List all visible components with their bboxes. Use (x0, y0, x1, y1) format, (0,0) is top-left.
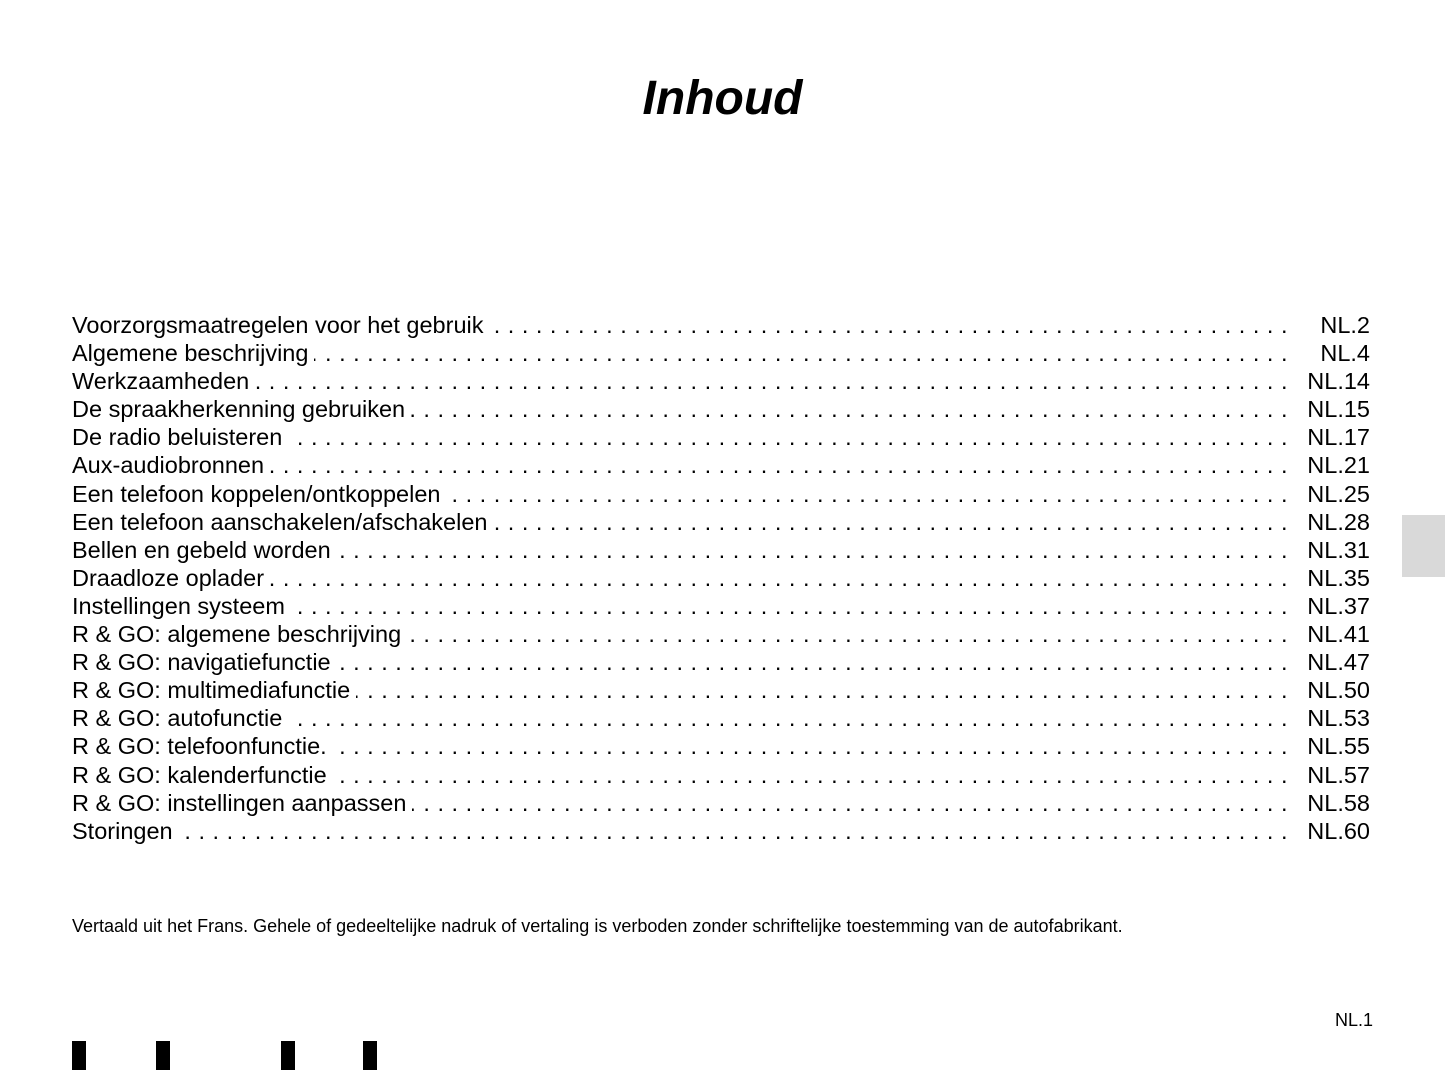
print-registration-mark (363, 1041, 377, 1070)
toc-entry-label: Een telefoon aanschakelen/afschakelen (72, 508, 488, 535)
toc-entry-label: R & GO: telefoonfunctie. (72, 733, 327, 760)
print-registration-mark (281, 1041, 295, 1070)
toc-leader-dots (288, 423, 1288, 451)
toc-entry-label: R & GO: navigatiefunctie (72, 649, 331, 676)
toc-entry-page: NL.41 (1307, 621, 1370, 648)
toc-entry[interactable] (72, 480, 1370, 508)
toc-entry-page: NL.14 (1307, 368, 1370, 395)
toc-entry-page: NL.50 (1307, 677, 1370, 704)
toc-entry[interactable] (72, 761, 1370, 789)
toc-entry-page: NL.25 (1307, 480, 1370, 507)
toc-entry-page: NL.58 (1307, 789, 1370, 816)
print-registration-mark (156, 1041, 170, 1070)
toc-entry-label: Werkzaamheden (72, 368, 250, 395)
toc-leader-dots (314, 339, 1288, 367)
toc-entry-label: R & GO: kalenderfunctie (72, 761, 327, 788)
toc-entry-page: NL.57 (1307, 761, 1370, 788)
toc-entry-label: R & GO: autofunctie (72, 705, 283, 732)
toc-entry[interactable] (72, 817, 1370, 845)
page-number: NL.1 (1334, 1010, 1373, 1030)
toc-leader-dots (255, 367, 1288, 395)
toc-entry-page: NL.21 (1307, 452, 1370, 479)
toc-entry-label: Voorzorgsmaatregelen voor het gebruik (72, 312, 484, 338)
toc-entry-label: Storingen (72, 817, 173, 844)
toc-entry[interactable] (72, 508, 1370, 536)
toc-entry[interactable] (72, 339, 1370, 367)
toc-entry-label: Een telefoon koppelen/ontkoppelen (72, 480, 441, 507)
toc-leader-dots (490, 311, 1289, 339)
toc-leader-dots (333, 761, 1288, 789)
toc-entry-label: De spraakherkenning gebruiken (72, 396, 406, 423)
toc-entry[interactable] (72, 395, 1370, 423)
toc-entry[interactable] (72, 732, 1370, 760)
toc-entry[interactable] (72, 564, 1370, 592)
page-title: Inhoud (642, 72, 803, 125)
toc-entry-page: NL.55 (1307, 733, 1370, 760)
toc-leader-dots (288, 704, 1288, 732)
toc-entry-page: NL.37 (1307, 592, 1370, 619)
toc-entry-page: NL.17 (1307, 424, 1370, 451)
toc-entry-page: NL.35 (1307, 564, 1370, 591)
toc-entry[interactable] (72, 620, 1370, 648)
toc-entry-page: NL.60 (1307, 817, 1370, 844)
toc-leader-dots (337, 648, 1288, 676)
toc-leader-dots (291, 592, 1288, 620)
toc-entry[interactable] (72, 648, 1370, 676)
toc-entry[interactable] (72, 676, 1370, 704)
toc-leader-dots (179, 817, 1288, 845)
toc-entry-label: De radio beluisteren (72, 424, 283, 451)
toc-entry[interactable] (72, 451, 1370, 479)
toc-entry-label: Draadloze oplader (72, 564, 265, 591)
toc-leader-dots (412, 789, 1288, 817)
toc-entry[interactable] (72, 536, 1370, 564)
toc-entry-page: NL.28 (1307, 508, 1370, 535)
toc-entry[interactable] (72, 311, 1370, 339)
toc-entry[interactable] (72, 423, 1370, 451)
toc-entry[interactable] (72, 592, 1370, 620)
print-registration-mark (72, 1041, 86, 1070)
toc-leader-dots (493, 508, 1288, 536)
toc-entry-page: NL.31 (1307, 536, 1370, 563)
toc-entry-page: NL.4 (1320, 340, 1370, 367)
table-of-contents (72, 311, 1370, 845)
toc-entry-label: Bellen en gebeld worden (72, 536, 331, 563)
toc-entry-page: NL.2 (1320, 312, 1370, 338)
toc-leader-dots (446, 480, 1288, 508)
toc-leader-dots (356, 676, 1288, 704)
toc-entry-label: Aux-audiobronnen (72, 452, 265, 479)
toc-entry-label: R & GO: algemene beschrijving (72, 621, 402, 648)
toc-leader-dots (337, 536, 1288, 564)
toc-leader-dots (270, 564, 1288, 592)
side-thumb-tab (1402, 515, 1445, 577)
toc-entry-page: NL.47 (1307, 649, 1370, 676)
toc-entry[interactable] (72, 367, 1370, 395)
toc-leader-dots (411, 395, 1288, 423)
toc-leader-dots (333, 732, 1288, 760)
toc-entry-page: NL.53 (1307, 705, 1370, 732)
toc-entry-label: R & GO: multimediafunctie (72, 677, 351, 704)
toc-entry[interactable] (72, 704, 1370, 732)
toc-entry[interactable] (72, 789, 1370, 817)
toc-entry-label: Algemene beschrijving (72, 340, 309, 367)
toc-leader-dots (270, 451, 1288, 479)
toc-entry-label: Instellingen systeem (72, 592, 285, 619)
translation-notice: Vertaald uit het Frans. Gehele of gedeeltelijke nadruk of vertaling is verboden zonder schriftelijke toestemming van de autofabrikant. (72, 916, 1123, 936)
toc-entry-label: R & GO: instellingen aanpassen (72, 789, 407, 816)
toc-leader-dots (407, 620, 1288, 648)
toc-entry-page: NL.15 (1307, 396, 1370, 423)
